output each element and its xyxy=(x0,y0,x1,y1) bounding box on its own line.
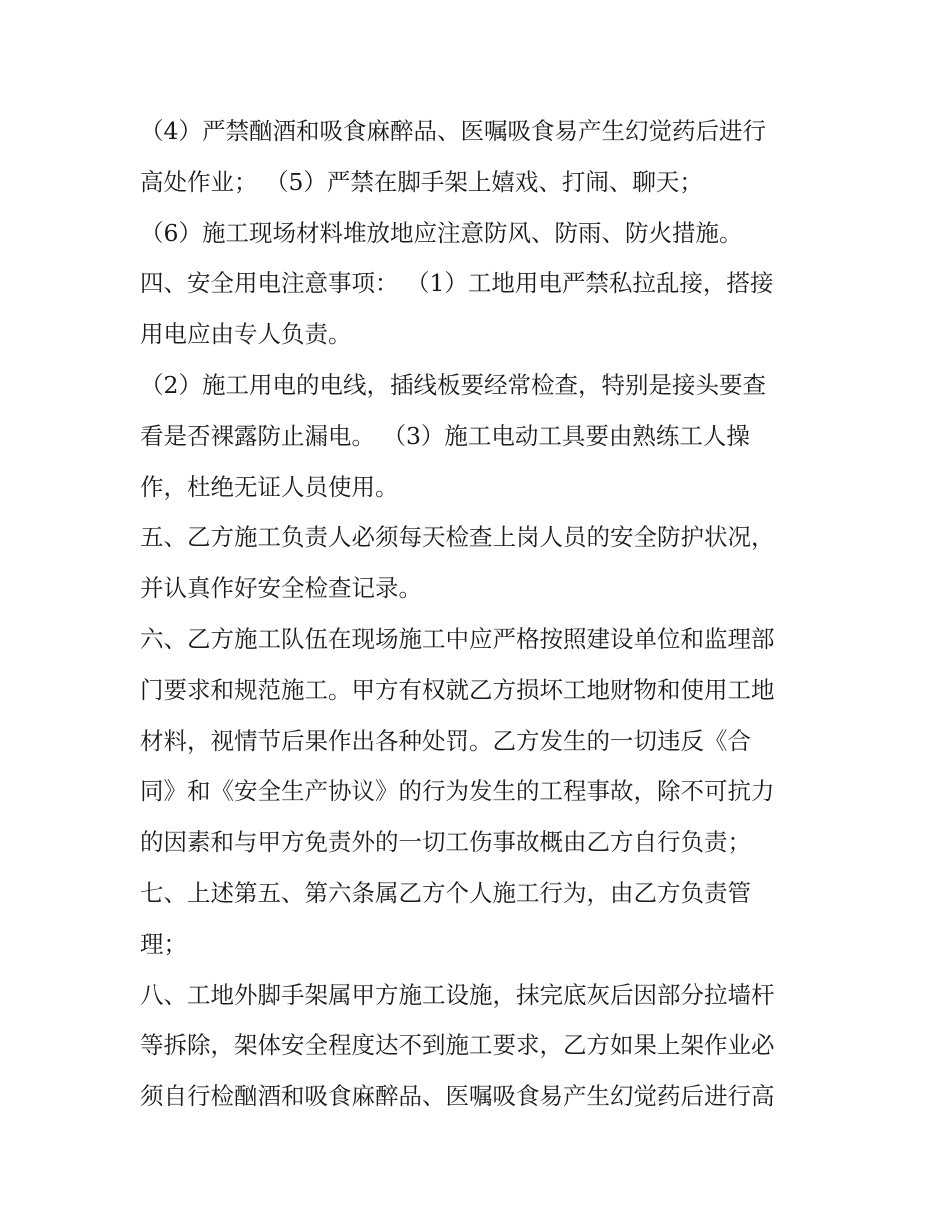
text-line: 六、乙方施工队伍在现场施工中应严格按照建设单位和监理部 xyxy=(140,624,775,653)
text-line: 须自行检酗酒和吸食麻醉品、医嘱吸食易产生幻觉药后进行高 xyxy=(140,1082,775,1111)
text-line: 八、工地外脚手架属甲方施工设施，抹完底灰后因部分拉墙杆 xyxy=(140,980,775,1009)
text-line: 并认真作好安全检查记录。 xyxy=(140,574,422,603)
text-line: 作，杜绝无证人员使用。 xyxy=(140,472,399,501)
text-line: 的因素和与甲方免责外的一切工伤事故概由乙方自行负责； xyxy=(140,828,751,857)
text-line: 五、乙方施工负责人必须每天检查上岗人员的安全防护状况， xyxy=(140,523,775,552)
text-line: 四、安全用电注意事项： （1）工地用电严禁私拉乱接，搭接 xyxy=(140,269,774,298)
text-line: 等拆除，架体安全程度达不到施工要求，乙方如果上架作业必 xyxy=(140,1031,775,1060)
text-line: 七、上述第五、第六条属乙方个人施工行为，由乙方负责管 xyxy=(140,878,751,907)
text-line: 高处作业； （5）严禁在脚手架上嬉戏、打闹、聊天； xyxy=(140,167,703,196)
text-line: 看是否裸露防止漏电。 （3）施工电动工具要由熟练工人操 xyxy=(140,421,750,450)
text-line: 同》和《安全生产协议》的行为发生的工程事故，除不可抗力 xyxy=(140,777,775,806)
text-line: 用电应由专人负责。 xyxy=(140,320,352,349)
text-line: （2）施工用电的电线，插线板要经常检查，特别是接头要查 xyxy=(140,370,766,399)
text-line: 材料，视情节后果作出各种处罚。乙方发生的一切违反《合 xyxy=(140,726,751,755)
text-line: 门要求和规范施工。甲方有权就乙方损坏工地财物和使用工地 xyxy=(140,675,775,704)
document-body xyxy=(140,106,820,1122)
text-line: （6）施工现场材料堆放地应注意防风、防雨、防火措施。 xyxy=(140,218,743,247)
text-line: （4）严禁酗酒和吸食麻醉品、医嘱吸食易产生幻觉药后进行 xyxy=(140,117,766,145)
text-line: 理； xyxy=(140,929,187,958)
